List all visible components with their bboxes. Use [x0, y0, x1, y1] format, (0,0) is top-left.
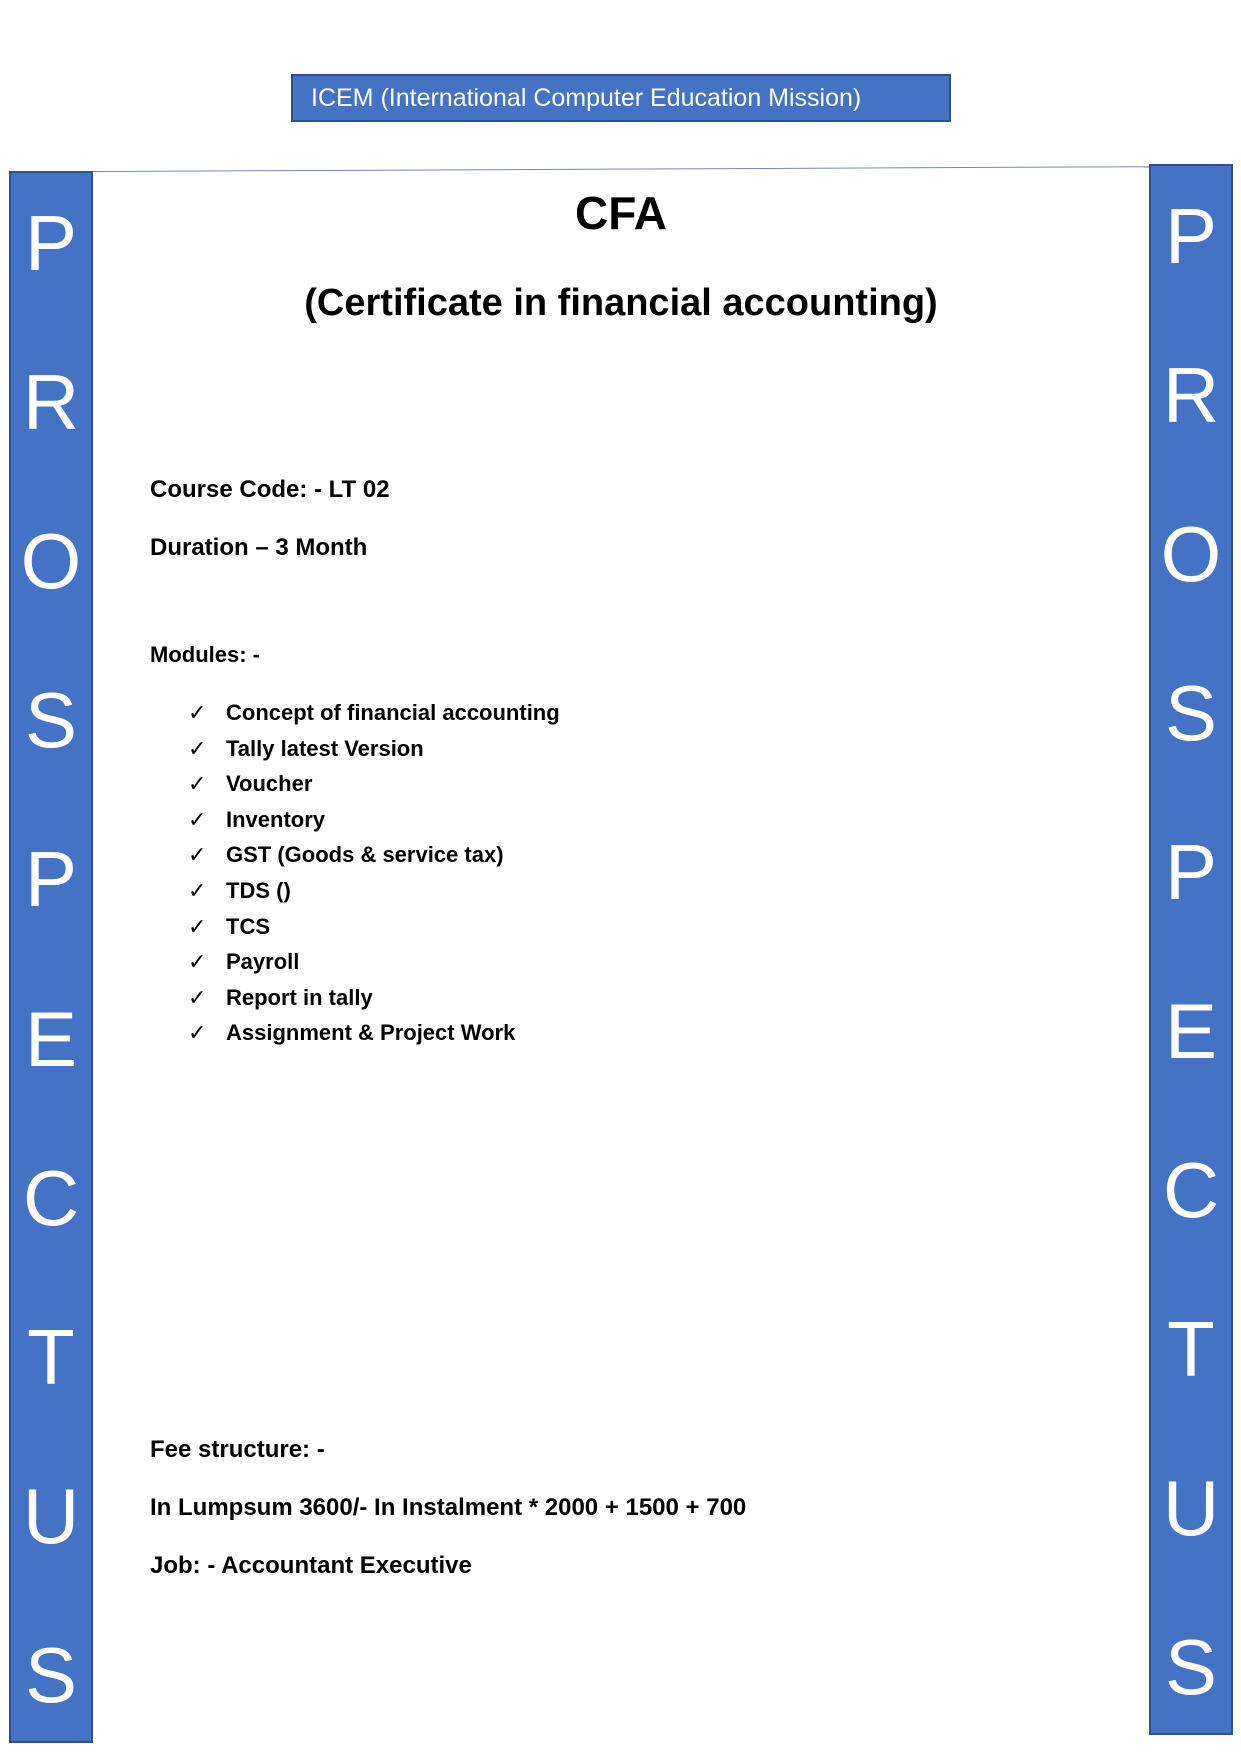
prospectus-letter: S [1164, 1623, 1218, 1711]
prospectus-letter: R [1162, 351, 1220, 439]
institute-name: ICEM (International Computer Education Mission) [311, 84, 862, 112]
list-item [188, 695, 560, 731]
checkmark-icon: ✓ [188, 771, 207, 797]
course-code: Course Code: - LT 02 [150, 476, 390, 503]
left-prospectus-bar [9, 171, 93, 1743]
list-item [188, 1015, 560, 1051]
checkmark-icon: ✓ [188, 984, 207, 1010]
module-label: Assignment & Project Work [226, 1020, 516, 1046]
prospectus-letter: C [22, 1153, 80, 1242]
list-item [188, 837, 560, 873]
modules-list [188, 695, 560, 1051]
checkmark-icon: ✓ [188, 913, 207, 939]
checkmark-icon: ✓ [188, 877, 207, 903]
course-duration: Duration – 3 Month [150, 534, 368, 561]
modules-heading: Modules: - [150, 642, 260, 667]
prospectus-letter: T [27, 1312, 75, 1401]
prospectus-letter: P [24, 835, 78, 924]
prospectus-letter: R [22, 358, 80, 447]
list-item [188, 731, 560, 767]
course-title: CFA [575, 187, 667, 239]
checkmark-icon: ✓ [188, 1020, 207, 1046]
prospectus-letter: P [1164, 192, 1218, 280]
prospectus-letter: O [20, 517, 82, 606]
course-subtitle: (Certificate in financial accounting) [304, 282, 938, 324]
module-label: Voucher [226, 771, 313, 797]
checkmark-icon: ✓ [188, 700, 207, 725]
prospectus-letter: U [22, 1471, 80, 1560]
module-label: Concept of financial accounting [226, 700, 560, 725]
prospectus-letter: U [1162, 1464, 1220, 1552]
module-label: Report in tally [226, 984, 373, 1010]
prospectus-letter: P [24, 199, 78, 287]
job-role: Job: - Accountant Executive [150, 1552, 472, 1579]
checkmark-icon: ✓ [188, 806, 207, 832]
module-label: Tally latest Version [226, 735, 424, 761]
checkmark-icon: ✓ [188, 842, 207, 868]
institute-banner [291, 74, 951, 122]
module-label: Payroll [226, 949, 300, 975]
list-item [188, 802, 560, 838]
prospectus-letter: P [1164, 828, 1218, 916]
fee-detail: In Lumpsum 3600/- In Instalment * 2000 + 1500 + 700 [150, 1494, 747, 1521]
prospectus-letter: C [1162, 1146, 1220, 1234]
left-prospectus-letters [11, 173, 91, 1741]
prospectus-letter: E [1164, 987, 1218, 1075]
prospectus-letter: S [24, 1630, 78, 1719]
prospectus-letter: O [1160, 510, 1222, 598]
module-label: TDS () [226, 877, 291, 903]
prospectus-letter: S [24, 676, 78, 765]
prospectus-letter: S [1164, 669, 1218, 757]
list-item [188, 980, 560, 1016]
right-prospectus-bar [1149, 164, 1233, 1735]
prospectus-letter: T [1167, 1305, 1215, 1393]
prospectus-letter: E [24, 994, 78, 1083]
checkmark-icon: ✓ [188, 735, 207, 761]
checkmark-icon: ✓ [188, 949, 207, 975]
list-item [188, 944, 560, 980]
fee-heading: Fee structure: - [150, 1436, 325, 1463]
module-label: Inventory [226, 806, 326, 832]
module-label: GST (Goods & service tax) [226, 842, 504, 868]
list-item [188, 909, 560, 945]
list-item [188, 873, 560, 909]
top-divider [93, 166, 1151, 172]
module-label: TCS [226, 913, 270, 939]
right-prospectus-letters [1151, 166, 1231, 1733]
list-item [188, 766, 560, 802]
